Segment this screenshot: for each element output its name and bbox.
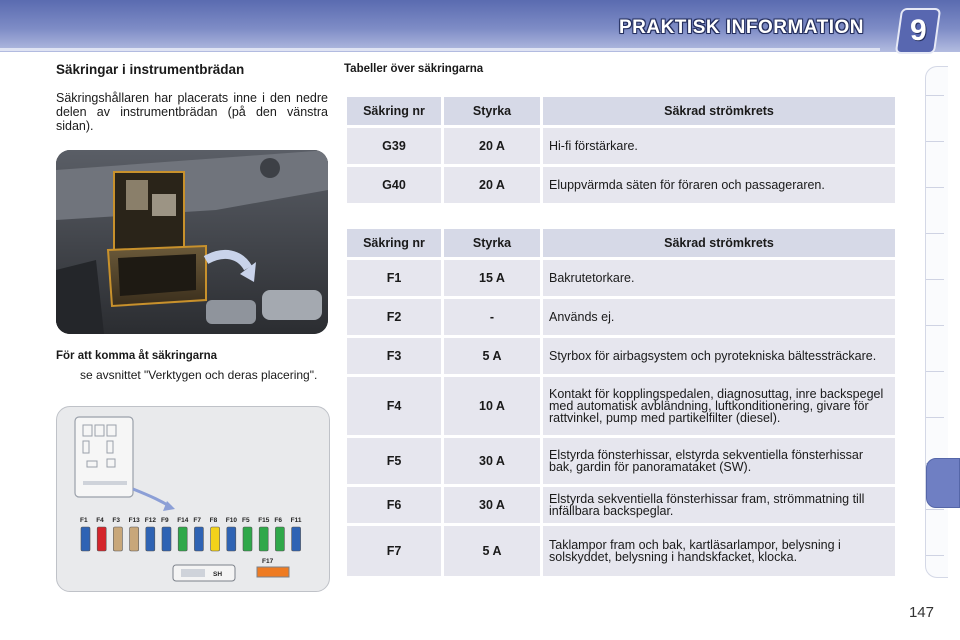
table-row bbox=[347, 377, 895, 435]
fuse-label: F7 bbox=[193, 517, 201, 524]
fuse-body bbox=[292, 527, 301, 551]
fuse-label: F6 bbox=[274, 517, 282, 524]
fuse-number-cell: G40 bbox=[347, 167, 441, 203]
table-row bbox=[347, 526, 895, 576]
f17-fuse bbox=[257, 567, 289, 577]
col-header-rating: Styrka bbox=[444, 97, 540, 125]
rail-tick bbox=[926, 371, 944, 372]
table-row bbox=[347, 299, 895, 335]
fuse-body bbox=[162, 527, 171, 551]
fuse-label: F4 bbox=[96, 517, 104, 524]
fuse-body bbox=[113, 527, 122, 551]
chapter-number: 9 bbox=[909, 14, 927, 47]
fuse-rating-cell: 10 A bbox=[444, 377, 540, 435]
fuse-number-cell: F1 bbox=[347, 260, 441, 296]
rail-tick bbox=[926, 509, 944, 510]
fuse-rating-cell: 20 A bbox=[444, 128, 540, 164]
fuse-body bbox=[97, 527, 106, 551]
fuse-body bbox=[178, 527, 187, 551]
fuse-body bbox=[81, 527, 90, 551]
table-row bbox=[347, 128, 895, 164]
rail-tick bbox=[926, 187, 944, 188]
rail-tick bbox=[926, 141, 944, 142]
fuse-label: F15 bbox=[258, 517, 270, 524]
fuse-rating-cell: 5 A bbox=[444, 338, 540, 374]
intro-paragraph: Säkringshållaren har placerats inne i den nedre delen av instrumentbrädan (på den vänstra sidan). bbox=[56, 91, 328, 133]
fuse-circuit-cell: Kontakt för kopplingspedalen, diagnosuttag, inre backspegel med automatisk avbländning, luftkonditionering, givare för rattvinkel, pump med partikelfilter (diesel). bbox=[543, 377, 895, 435]
rail-tick bbox=[926, 555, 944, 556]
fuse-number-cell: F2 bbox=[347, 299, 441, 335]
fuse-label: F1 bbox=[80, 517, 88, 524]
chapter-number-badge bbox=[895, 8, 941, 54]
fuse-body bbox=[130, 527, 139, 551]
fuse-rating-cell: 20 A bbox=[444, 167, 540, 203]
table-row bbox=[347, 487, 895, 523]
fuse-rating-cell: 30 A bbox=[444, 487, 540, 523]
fuse-number-cell: F4 bbox=[347, 377, 441, 435]
fuse-body-group bbox=[81, 527, 301, 551]
fuse-label: F13 bbox=[128, 517, 140, 524]
fuse-circuit-cell: Elstyrda sekventiella fönsterhissar fram, strömmatning till infällbara backspeglar. bbox=[543, 487, 895, 523]
fuse-body bbox=[227, 527, 236, 551]
table-row bbox=[347, 438, 895, 484]
fuse-circuit-cell: Taklampor fram och bak, kartläsarlampor, belysning i solskyddet, belysning i handskfacket, klocka. bbox=[543, 526, 895, 576]
rail-tick bbox=[926, 279, 944, 280]
fuse-circuit-cell: Används ej. bbox=[543, 299, 895, 335]
left-column bbox=[56, 62, 328, 133]
fuse-label: F3 bbox=[112, 517, 120, 524]
col-header-circuit: Säkrad strömkrets bbox=[543, 229, 895, 257]
chapter-title: PRAKTISK INFORMATION bbox=[618, 17, 864, 38]
fuse-circuit-cell: Bakrutetorkare. bbox=[543, 260, 895, 296]
fuse-label: F8 bbox=[209, 517, 218, 524]
access-instruction-text: se avsnittet "Verktygen och deras placering". bbox=[80, 368, 318, 382]
fuse-label-group bbox=[80, 517, 302, 524]
table-row bbox=[347, 167, 895, 203]
fuse-number-cell: F5 bbox=[347, 438, 441, 484]
fuse-label: F12 bbox=[144, 517, 157, 524]
fuse-box-diagram bbox=[56, 406, 330, 592]
fuse-table-f bbox=[344, 226, 898, 579]
fuse-number-cell: F7 bbox=[347, 526, 441, 576]
rail-tick bbox=[926, 417, 944, 418]
fuse-number-cell: F6 bbox=[347, 487, 441, 523]
fuse-circuit-cell: Eluppvärmda säten för föraren och passageraren. bbox=[543, 167, 895, 203]
tables-title: Tabeller över säkringarna bbox=[344, 63, 484, 75]
fuse-box-svg bbox=[57, 407, 329, 591]
fuse-number-cell: F3 bbox=[347, 338, 441, 374]
col-header-rating: Styrka bbox=[444, 229, 540, 257]
header-divider bbox=[0, 48, 880, 51]
table-row bbox=[347, 260, 895, 296]
fuse-body bbox=[259, 527, 268, 551]
fuse-rating-cell: 30 A bbox=[444, 438, 540, 484]
sh-relay-label: SH bbox=[213, 571, 223, 578]
fuse-body bbox=[243, 527, 252, 551]
fuse-body bbox=[146, 527, 155, 551]
rail-tick bbox=[926, 233, 944, 234]
fuse-body bbox=[194, 527, 203, 551]
active-chapter-tab[interactable] bbox=[926, 458, 960, 508]
fuse-circuit-cell: Styrbox för airbagsystem och pyrotekniska bältessträckare. bbox=[543, 338, 895, 374]
f17-fuse-label: F17 bbox=[262, 558, 274, 565]
table-header-row bbox=[347, 97, 895, 125]
col-header-fuse-nr: Säkring nr bbox=[347, 97, 441, 125]
fuse-label: F14 bbox=[177, 517, 189, 524]
col-header-fuse-nr: Säkring nr bbox=[347, 229, 441, 257]
fuse-circuit-cell: Elstyrda fönsterhissar, elstyrda sekventiella fönsterhissar bak, gardin för panoramataket (SW). bbox=[543, 438, 895, 484]
section-title: Säkringar i instrumentbrädan bbox=[56, 62, 245, 77]
col-header-circuit: Säkrad strömkrets bbox=[543, 97, 895, 125]
fuse-rating-cell: 15 A bbox=[444, 260, 540, 296]
page-number: 147 bbox=[908, 604, 934, 621]
fuse-number-cell: G39 bbox=[347, 128, 441, 164]
table-header-row bbox=[347, 229, 895, 257]
access-instruction bbox=[56, 368, 328, 382]
fuse-label: F9 bbox=[161, 517, 169, 524]
rail-tick bbox=[926, 325, 944, 326]
dashboard-photo bbox=[56, 150, 328, 334]
table-row bbox=[347, 338, 895, 374]
fuse-rating-cell: - bbox=[444, 299, 540, 335]
rail-tick bbox=[926, 95, 944, 96]
fuse-circuit-cell: Hi-fi förstärkare. bbox=[543, 128, 895, 164]
fuse-body bbox=[211, 527, 220, 551]
fuse-body bbox=[275, 527, 284, 551]
fuse-rating-cell: 5 A bbox=[444, 526, 540, 576]
access-subheading: För att komma åt säkringarna bbox=[56, 350, 218, 362]
fuse-label: F10 bbox=[225, 517, 238, 524]
fuse-label: F11 bbox=[290, 517, 302, 524]
fuse-table-g bbox=[344, 94, 898, 206]
fuse-label: F5 bbox=[242, 517, 250, 524]
dashboard-illustration bbox=[56, 150, 328, 334]
